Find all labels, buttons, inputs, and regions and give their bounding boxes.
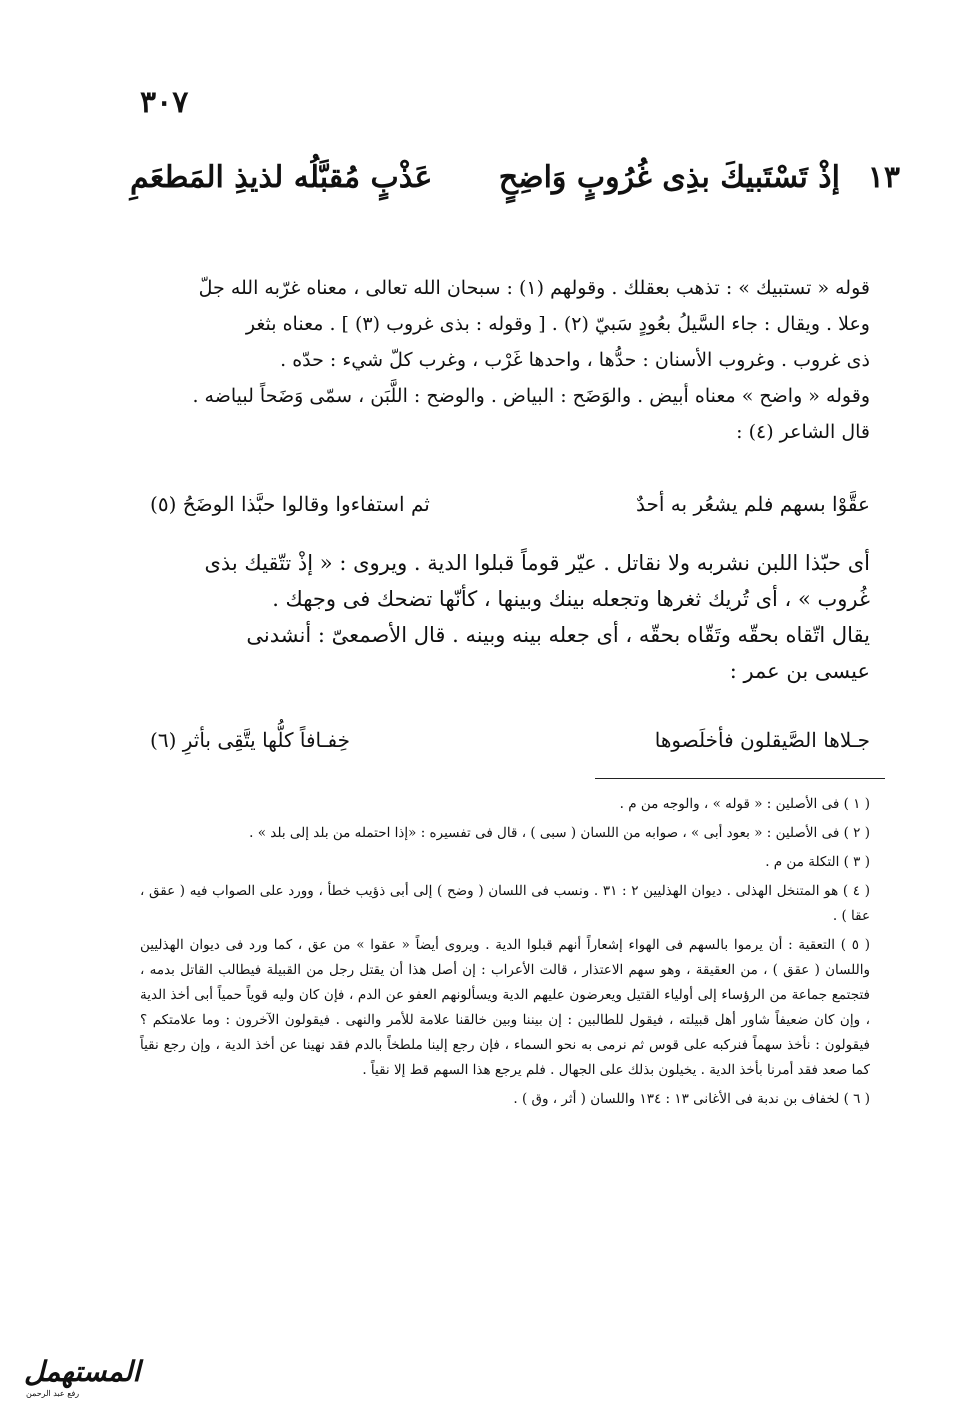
footnote: ( ٦ ) لخفاف بن ندبة فى الأغانى ١٣ : ١٣٤ واللسان ( أثر ، وق ) . bbox=[513, 1091, 870, 1107]
commentary-block bbox=[140, 270, 870, 450]
commentary-line: ذى غروب . وغروب الأسنان : حدُّها ، واحدها غَرْب ، وغرب كلّ شيء : حدّه . bbox=[280, 349, 870, 371]
verse-line bbox=[130, 160, 900, 195]
asmai-first-hemistich: جـلاها الصَّيقلون فأخلَصوها bbox=[654, 728, 870, 752]
watermark-text: المستهمل bbox=[24, 1355, 141, 1388]
shahid-first-hemistich: عقَّوْا بسهم فلم يشعُر به أحدٌ bbox=[636, 492, 870, 516]
footnotes bbox=[140, 792, 870, 1116]
footnote: ( ٢ ) فى الأصلين : « بعود أبى » ، صوابه من اللسان ( سبى ) ، قال فى تفسيره : «إذا احتمله من بلد إلى بلد » . bbox=[249, 825, 870, 841]
footnote: ( ٣ ) التكلة من م . bbox=[765, 854, 870, 870]
shahid-verse bbox=[150, 492, 870, 516]
commentary-line: وقوله « واضح » معناه أبيض . والوَضَح : البياض . والوضح : اللَّبَن ، سمّى وَضَحاً لبياضه . bbox=[192, 385, 870, 407]
watermark-subtext: رفع عبد الرحمن bbox=[26, 1389, 80, 1398]
commentary-line: قوله « تستبيك » : تذهب بعقلك . وقولهم (١) : سبحان الله تعالى ، معناه غرّبه الله جلّ bbox=[198, 277, 870, 299]
verse-first-hemistich: إذْ تَسْتَبيكَ بذِى غُرُوبٍ وَاضِحٍ bbox=[498, 160, 840, 195]
footnote: ( ١ ) فى الأصلين : « قوله » ، والوجه من م . bbox=[619, 796, 870, 812]
watermark-logo bbox=[20, 1355, 141, 1405]
paragraph-line: غُروب » ، أى تُريك ثغرها وتجعله بينك وبينها ، كأنّها تضحك فى وجهك . bbox=[272, 587, 870, 611]
asmai-second-hemistich: خِفـافاً كلُّها يتَّقِى بأثرِ (٦) bbox=[150, 728, 350, 752]
paragraph-2 bbox=[140, 545, 870, 689]
footnote: ( ٥ ) التعقية : أن يرموا بالسهم فى الهواء إشعاراً أنهم قبلوا الدية . ويروى أيضاً « عقوا » من عق ، كما ورد فى ديوان الهذليين واللسان ( عقق ) ، من العقيقة ، وهو سهم الاعتذار ، قالت الأعراب : إن أصل هذا أن يقتل رجل من القبيلة فيطالب القاتل بدمه ، فتجتمع جماعة من الرؤساء إلى أولياء القتيل ويعرضون عليهم الدية ويسألونهم العفو عن الدم ، فإن كان وليه قوياً حمياً أبى أخذ الدية ، وإن كان ضعيفاً شاور أهل قبيلته ، فيقول للطالبين : إن بيننا وبين خالقنا علامة للأمر والنهى . فيقولون الآخرون : وما علامتكم ؟ فيقولون : نأخذ سهماً فنركبه على قوس ثم نرمى به نحو السماء ، فإن رجع إلينا ملطخاً بالدم فقد نهينا عن أخذ الدية ، وإن رجع نقياً كما صعد فقد أمرنا بأخذ الدية . يخيلون بذلك على الجهال . فلم يرجع هذا السهم قط إلا نقياً . bbox=[140, 937, 871, 1078]
shahid-second-hemistich: ثم استفاءوا وقالوا حبَّذا الوضَحُ (٥) bbox=[150, 492, 430, 516]
paragraph-line: عيسى بن عمر : bbox=[729, 659, 870, 683]
footnote-divider bbox=[595, 778, 885, 779]
verse-second-hemistich: عَذْبٍ مُقبَّلُه لذيذِ المَطعَمِ bbox=[130, 160, 433, 195]
paragraph-line: يقال اتّقاه بحقّه وتَقّاه بحقّه ، أى جعله بينه وبينه . قال الأصمعىّ : أنشدنى bbox=[246, 623, 870, 647]
verse-number: ١٣ bbox=[867, 160, 900, 195]
commentary-line: وعلا . ويقال : جاء السَّيلُ بعُودٍ سَبيّ (٢) . [ وقوله : بذى غروب (٣) ] . معناه بثغر bbox=[245, 313, 870, 335]
footnote: ( ٤ ) هو المتنخل الهذلى . ديوان الهذليين ٢ : ٣١ . ونسب فى اللسان ( وضح ) إلى أبى ذؤيب خطأ ، وورد على الصواب فيه ( عقق ، عقا ) . bbox=[140, 883, 870, 924]
page-number: ٣٠٧ bbox=[140, 85, 189, 120]
paragraph-line: أى حبّذا اللبن نشربه ولا نقاتل . عيّر قوماً قبلوا الدية . ويروى : « إذْ تتّقيك بذى bbox=[204, 551, 870, 575]
commentary-line: قال الشاعر (٤) : bbox=[736, 421, 870, 443]
asmai-verse bbox=[150, 728, 870, 752]
